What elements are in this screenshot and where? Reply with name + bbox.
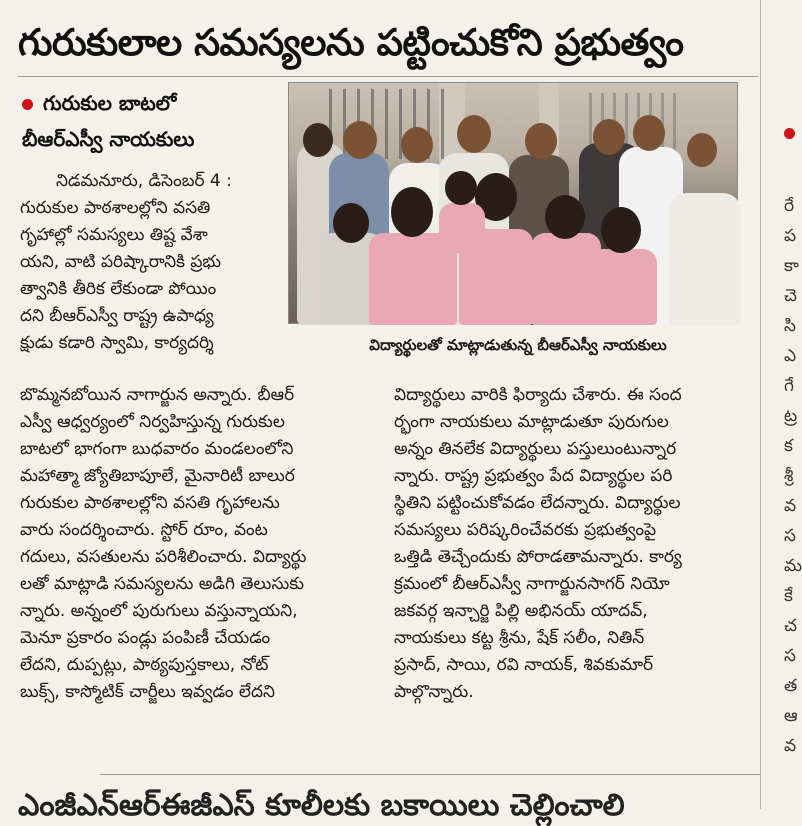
fragment: గే — [784, 376, 794, 396]
fragment: ఎ — [784, 346, 797, 366]
article-column-1-bottom — [20, 382, 306, 706]
fragment: కే — [784, 586, 793, 606]
subhead-line-1 — [22, 88, 176, 118]
photo-caption: విద్యార్థులతో మాట్లాడుతున్న బీఆర్ఎస్వీ నాయకులు — [369, 336, 667, 354]
column-divider — [760, 0, 761, 809]
body-line: మెనూ ప్రకారం పండ్లు పంపిణీ చేయడం — [20, 628, 271, 648]
body-line: గురుకుల పాఠశాలల్లోని వసతి — [20, 198, 211, 218]
article-end-divider — [100, 774, 760, 775]
body-line: అన్నం తినలేక విద్యార్థులు పస్తులుంటున్నార — [394, 439, 677, 459]
body-line: గురుకుల పాఠశాలల్లోని వసతి గృహాలను — [20, 493, 280, 513]
body-line: ప్రసాద్, సాయి, రవి నాయక్, శివకుమార్ — [394, 655, 654, 675]
body-line: న్నారు. రాష్ట్ర ప్రభుత్వం పేద విద్యార్థుల పరి — [394, 466, 673, 486]
fragment: కా — [784, 256, 799, 276]
subhead-line-2: బీఆర్ఎస్వీ నాయకులు — [22, 127, 195, 151]
dateline: నిడమనూరు, డిసెంబర్ 4 : — [56, 171, 232, 191]
body-line: గదులు, వసతులను పరిశీలించారు. విద్యార్థు — [20, 547, 307, 567]
subhead-text-1: గురుకుల బాటలో — [43, 91, 177, 115]
fragment: చ — [784, 616, 797, 636]
news-photo — [288, 82, 738, 324]
fragment: సి — [784, 316, 796, 336]
fragment: స — [784, 646, 796, 666]
body-line: స్థితిని పట్టించుకోవడం లేదన్నారు. విద్యార్థుల — [394, 493, 681, 513]
body-line: సమస్యలు పరిష్కరించేవరకు ప్రభుత్వంపై — [394, 520, 657, 540]
fragment: స — [784, 526, 796, 546]
article-headline: గురుకులాల సమస్యలను పట్టించుకోని ప్రభుత్వం — [18, 21, 684, 64]
body-line: మహాత్మా జ్యోతిబాపూలే, మైనారిటీ బాలుర — [20, 466, 295, 486]
body-line: లతో మాట్లాడి సమస్యలను అడిగి తెలుసుకు — [20, 574, 305, 594]
fragment: ప — [784, 226, 797, 246]
red-bullet-icon — [784, 128, 795, 139]
body-line: గృహాల్లో సమస్యలు తిష్ట వేశా — [20, 225, 208, 245]
adjacent-article-strip — [766, 0, 800, 809]
body-line: ర్భంగా నాయకులు మాట్లాడుతూ పురుగుల — [394, 412, 669, 432]
red-bullet-icon — [22, 99, 33, 110]
body-line: పాల్గొన్నారు. — [394, 682, 474, 702]
body-line: క్షుడు కడారి స్వామి, కార్యదర్శి — [20, 333, 214, 353]
fragment: త — [784, 676, 798, 696]
body-line: లేదని, దుప్పట్లు, పాఠ్యపుస్తకాలు, నోట్ — [20, 655, 269, 675]
next-article-headline-fragment: ఎంజీఎన్ఆర్ఈజీఎస్ కూలీలకు బకాయిలు చెల్లించాలి — [18, 788, 625, 823]
fragment: ఆ — [784, 706, 798, 726]
fragment: ట్ర — [784, 406, 798, 426]
fragment: రే — [784, 196, 795, 216]
fragment: వ — [784, 496, 797, 516]
body-line: క్రమంలో బీఆర్ఎస్వీ నాగార్జునసాగర్ నియో — [394, 574, 670, 594]
headline-divider — [18, 76, 758, 77]
body-line: న్నారు. అన్నంలో పురుగులు వస్తున్నాయని, — [20, 601, 298, 621]
body-line: బొమ్మనబోయిన నాగార్జున అన్నారు. బీఆర్ — [20, 385, 295, 405]
body-line: యని, వాటి పరిష్కారానికి ప్రభు — [20, 252, 222, 272]
body-line: త్వానికి తీరిక లేకుండా పోయిం — [20, 279, 217, 299]
article-column-2 — [394, 382, 682, 706]
body-line: నాయకులు కట్ట శ్రీను, షేక్ సలీం, నితిన్ — [394, 628, 645, 648]
article-column-1-top — [20, 168, 232, 357]
fragment: శ్రీ — [784, 466, 794, 486]
fragment: మ — [784, 556, 802, 576]
body-line: దని బీఆర్ఎస్వీ రాష్ట్ర ఉపాధ్య — [20, 306, 214, 326]
fragment: వ — [784, 736, 797, 756]
fragment: చె — [784, 286, 797, 306]
body-line: బుక్స్, కాస్మోటిక్ చార్జీలు ఇవ్వడం లేదని — [20, 682, 275, 702]
body-line: విద్యార్థులు వారికి ఫిర్యాదు చేశారు. ఈ సంద — [394, 385, 682, 405]
body-line: ఎస్వీ ఆధ్వర్యంలో నిర్వహిస్తున్న గురుకుల — [20, 412, 285, 432]
body-line: ఒత్తిడి తెచ్చేందుకు పోరాడతామన్నారు. కార్య — [394, 547, 682, 567]
body-line: బాటలో భాగంగా బుధవారం మండలంలోని — [20, 439, 294, 459]
body-line: వారు సందర్శించారు. స్టోర్ రూం, వంట — [20, 520, 268, 540]
fragment: క — [784, 436, 793, 456]
body-line: జకవర్గ ఇన్చార్జి పిల్లి అభినయ్ యాదవ్, — [394, 601, 648, 621]
